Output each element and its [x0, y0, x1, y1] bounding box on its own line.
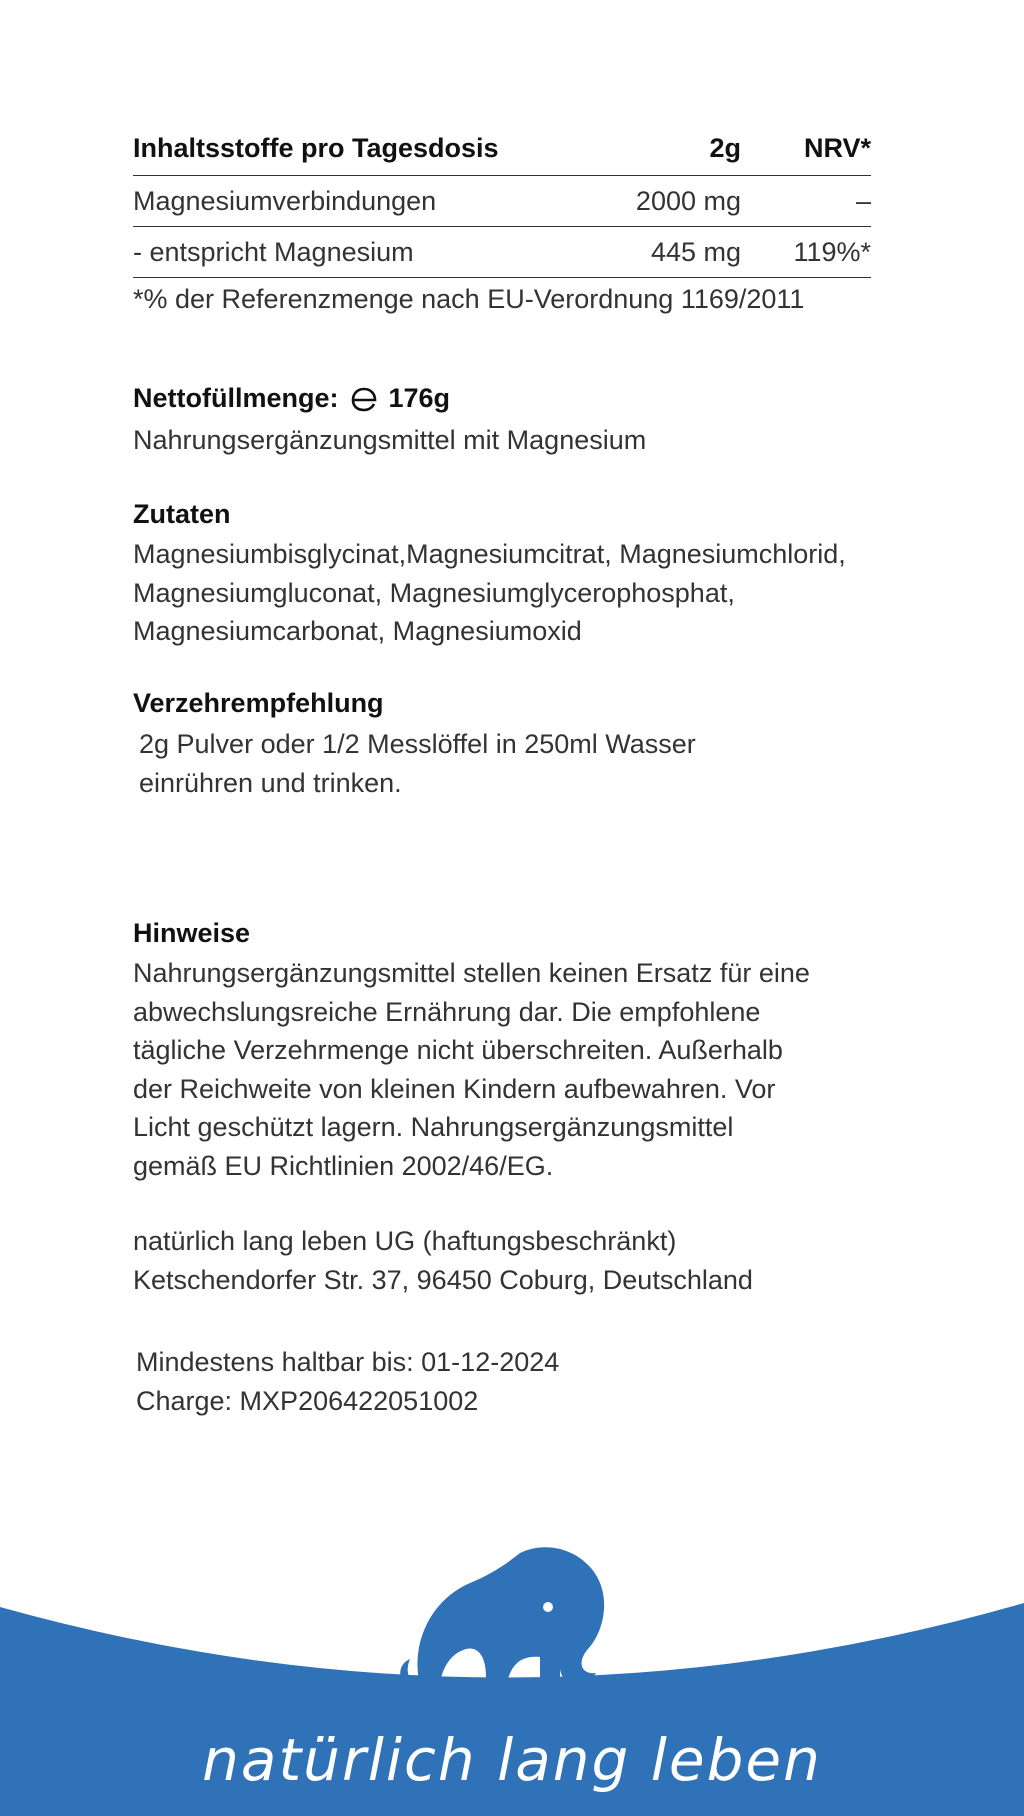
notes-title: Hinweise	[133, 918, 251, 948]
table-row	[133, 227, 871, 278]
batch-info	[136, 1343, 559, 1420]
ingredients-line: Magnesiumbisglycinat,Magnesiumcitrat, Magnesiumchlorid,	[133, 539, 846, 569]
notes-line: Nahrungsergänzungsmittel stellen keinen Ersatz für eine	[133, 958, 810, 988]
brand-name: natürlich lang leben	[202, 1726, 822, 1794]
nutrition-table-header	[133, 122, 871, 176]
product-description: Nahrungsergänzungsmittel mit Magnesium	[133, 425, 647, 455]
dosage-line: einrühren und trinken.	[139, 767, 402, 798]
dosage-title: Verzehrempfehlung	[133, 688, 384, 718]
header-nrv: NRV*	[803, 133, 871, 163]
row-name: Magnesiumverbindungen	[133, 185, 437, 216]
notes-text	[133, 954, 810, 1185]
ingredients-title: Zutaten	[133, 499, 231, 529]
notes-line: gemäß EU Richtlinien 2002/46/EG.	[133, 1150, 554, 1181]
batch-number: Charge: MXP206422051002	[136, 1385, 479, 1416]
row-dose: 2000 mg	[635, 185, 741, 216]
row-name: - entspricht Magnesium	[133, 236, 414, 267]
table-row	[133, 176, 871, 227]
best-before-date: Mindestens haltbar bis: 01-12-2024	[136, 1347, 560, 1377]
mammoth-icon	[400, 1547, 604, 1695]
notes-line: tägliche Verzehrmenge nicht überschreiten. Außerhalb	[133, 1035, 783, 1065]
notes-line: Licht geschützt lagern. Nahrungsergänzungsmittel	[133, 1112, 734, 1142]
nutrition-table	[133, 122, 871, 278]
ingredients-text	[133, 535, 846, 651]
ingredients-line: Magnesiumcarbonat, Magnesiumoxid	[133, 616, 582, 646]
notes-line: der Reichweite von kleinen Kindern aufbewahren. Vor	[133, 1073, 776, 1104]
net-quantity	[133, 383, 450, 414]
net-quantity-label: Nettofüllmenge:	[133, 383, 339, 413]
nrv-footnote: *% der Referenzmenge nach EU-Verordnung 1169/2011	[133, 284, 805, 314]
notes-line: abwechslungsreiche Ernährung dar. Die empfohlene	[133, 996, 761, 1027]
net-quantity-value: 176g	[388, 383, 451, 413]
company-line: natürlich lang leben UG (haftungsbeschränkt)	[133, 1226, 677, 1256]
dosage-line: 2g Pulver oder 1/2 Messlöffel in 250ml Wasser	[139, 729, 696, 759]
row-nrv: –	[855, 185, 871, 216]
company-address	[133, 1222, 753, 1299]
header-dose: 2g	[709, 133, 741, 163]
dosage-text	[139, 725, 696, 802]
estimated-sign-icon	[349, 384, 379, 414]
company-line: Ketschendorfer Str. 37, 96450 Coburg, Deutschland	[133, 1264, 753, 1295]
row-dose: 445 mg	[650, 236, 741, 267]
row-nrv: 119%*	[793, 236, 871, 267]
ingredients-line: Magnesiumgluconat, Magnesiumglycerophosphat,	[133, 577, 735, 608]
header-name: Inhaltsstoffe pro Tagesdosis	[133, 133, 499, 163]
